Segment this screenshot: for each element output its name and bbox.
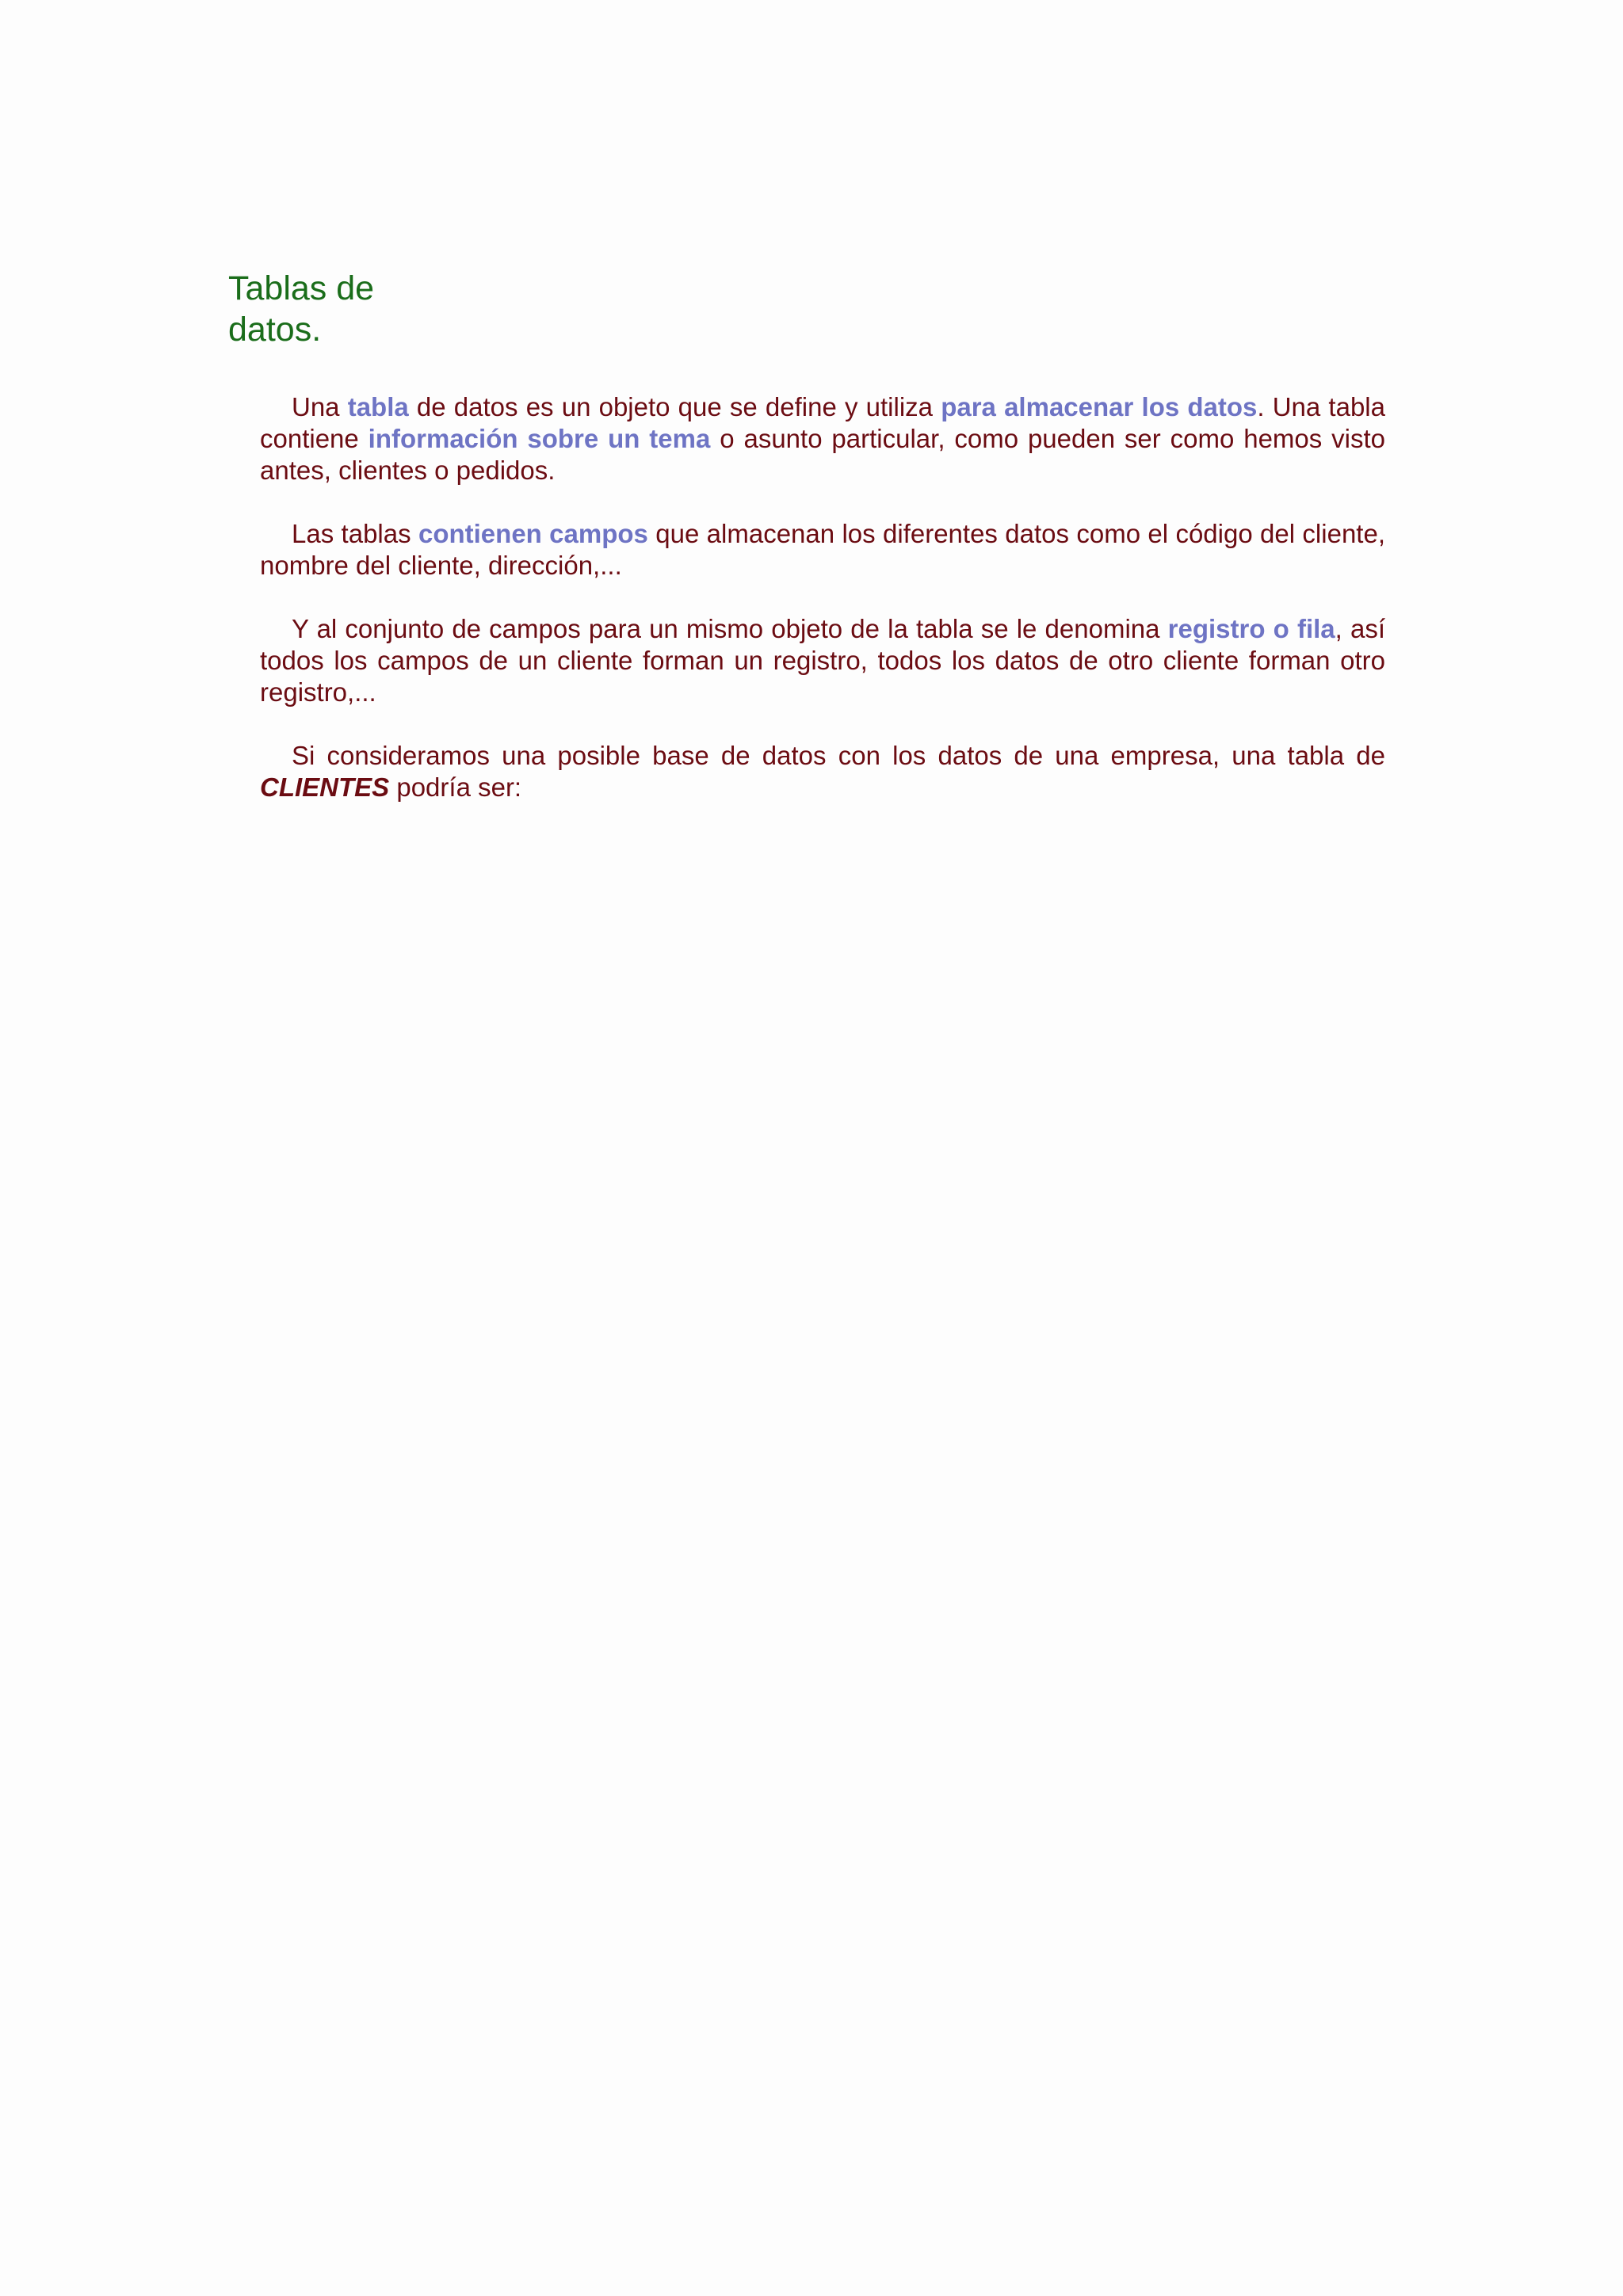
text-segment: , así todos los campos de un cliente forman un registro, todos los datos de otro cliente forman otro registro,... — [260, 614, 1386, 707]
text-segment: . Una tabla contiene — [260, 392, 1385, 453]
document-body — [260, 391, 1385, 835]
text-segment: de datos es un objeto que se define y utiliza — [408, 392, 941, 421]
highlight-term: registro o fila — [1167, 614, 1335, 643]
text-segment: Una — [292, 392, 348, 421]
page-title-line-1: Tablas de — [228, 269, 375, 307]
paragraph-tabla-definicion — [260, 391, 1385, 486]
page-title-line-2: datos. — [228, 311, 322, 349]
text-segment: Y al conjunto de campos para un mismo objeto de la tabla se le denomina — [292, 614, 1168, 643]
text-segment: podría ser: — [389, 772, 522, 802]
highlight-term: tabla — [347, 392, 409, 421]
emphasis-term: CLIENTES — [260, 772, 390, 802]
text-segment: Las tablas — [292, 519, 418, 548]
text-segment: o asunto particular, como pueden ser como hemos visto antes, clientes o pedidos. — [260, 424, 1386, 485]
paragraph-campos — [260, 518, 1385, 582]
highlight-term: información sobre un tema — [368, 424, 711, 453]
highlight-term: contienen campos — [418, 519, 648, 548]
text-segment: Si consideramos una posible base de datos con los datos de una empresa, una tabla de — [292, 741, 1385, 770]
paragraph-registro — [260, 613, 1385, 708]
highlight-term: para almacenar los datos — [941, 392, 1258, 421]
text-segment: que almacenan los diferentes datos como el código del cliente, nombre del cliente, dirección,... — [260, 519, 1385, 580]
page-title — [228, 268, 498, 350]
paragraph-clientes — [260, 740, 1385, 803]
